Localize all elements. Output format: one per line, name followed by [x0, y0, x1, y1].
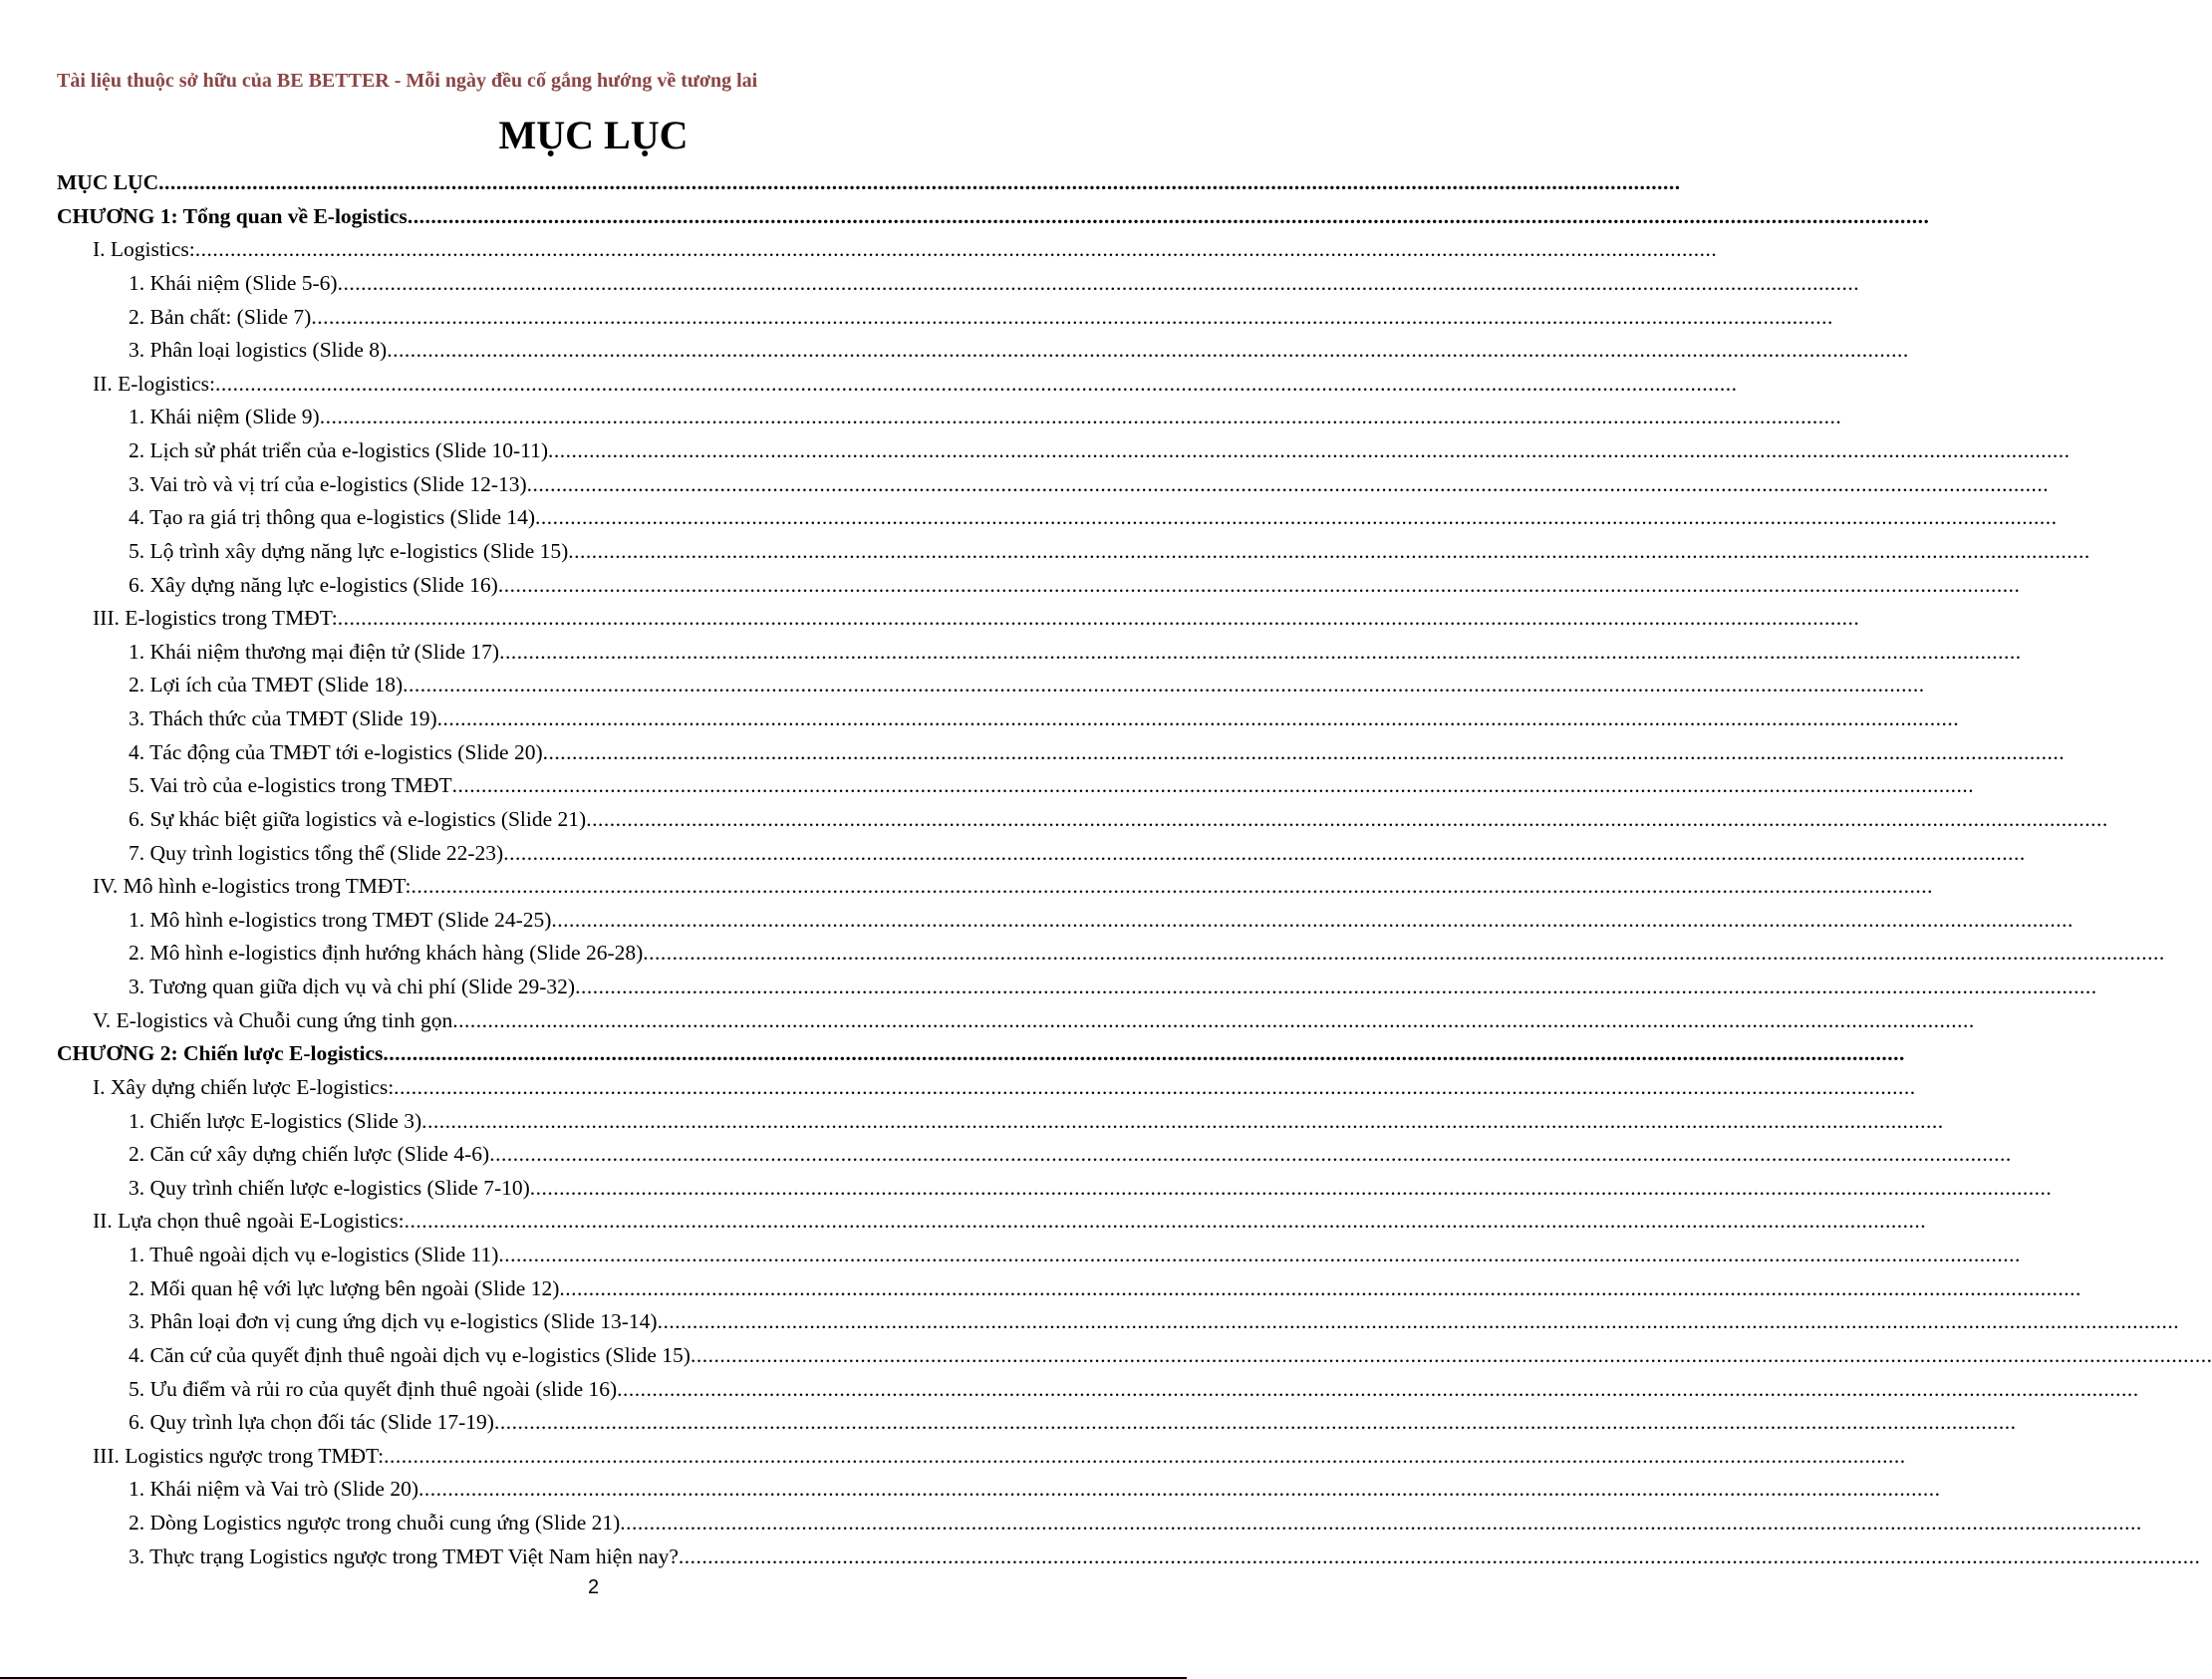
toc-entry-label: 1. Khái niệm (Slide 5-6) — [129, 270, 338, 295]
toc-entry-label: 4. Căn cứ của quyết định thuê ngoài dịch vụ e-logistics (Slide 15) — [129, 1342, 691, 1367]
dot-leader: .................................................................................................................................................................................................................................................................... — [384, 1443, 1906, 1468]
toc-entry-chapter[interactable] — [57, 200, 1930, 234]
toc-entry-item[interactable] — [57, 1406, 2017, 1440]
dot-leader: .................................................................................................................................................................................................................................................................... — [568, 538, 2090, 563]
toc-entry-item[interactable] — [57, 535, 2090, 569]
toc-entry-label: 3. Quy trình chiến lược e-logistics (Slide 7-10) — [129, 1175, 530, 1200]
toc-entry-item[interactable] — [57, 937, 2165, 971]
dot-leader: .................................................................................................................................................................................................................................................................... — [657, 1309, 2180, 1334]
page-title: MỤC LỤC — [498, 113, 689, 157]
toc-entry-label: 2. Lợi ích của TMĐT (Slide 18) — [129, 673, 404, 698]
dot-leader: .................................................................................................................................................................................................................................................................... — [551, 907, 2074, 932]
toc-entry-label: 3. Tương quan giữa dịch vụ và chi phí (Slide 29-32) — [129, 975, 576, 998]
table-of-contents — [57, 166, 2212, 1573]
toc-entry-item[interactable] — [57, 669, 1925, 702]
dot-leader: .................................................................................................................................................................................................................................................................... — [497, 572, 2021, 597]
toc-entry-label: 1. Khái niệm (Slide 9) — [129, 405, 320, 429]
dot-leader: .................................................................................................................................................................................................................................................................... — [383, 1041, 1905, 1066]
toc-entry-label: 3. Phân loại logistics (Slide 8) — [129, 338, 388, 363]
toc-entry-item[interactable] — [57, 1540, 2201, 1574]
dot-leader: .................................................................................................................................................................................................................................................................... — [436, 706, 1960, 730]
toc-entry-chapter[interactable] — [57, 1037, 1905, 1071]
toc-entry-chapter[interactable] — [57, 166, 1681, 200]
dot-leader: .................................................................................................................................................................................................................................................................... — [158, 170, 1681, 194]
dot-leader: .................................................................................................................................................................................................................................................................... — [387, 338, 1909, 363]
dot-leader: .................................................................................................................................................................................................................................................................... — [411, 874, 1933, 899]
toc-entry-label: 4. Tác động của TMĐT tới e-logistics (Slide 20) — [129, 739, 543, 764]
toc-entry-item[interactable] — [57, 904, 2074, 938]
toc-entry-item[interactable] — [57, 569, 2021, 603]
toc-entry-item[interactable] — [57, 1172, 2053, 1206]
toc-entry-item[interactable] — [57, 1339, 2212, 1373]
toc-entry-label: 6. Xây dựng năng lực e-logistics (Slide 16) — [129, 572, 498, 597]
toc-entry-label: 6. Sự khác biệt giữa logistics và e-logistics (Slide 21) — [129, 806, 587, 831]
toc-entry-label: 1. Khái niệm thương mại điện tử (Slide 17) — [129, 639, 500, 664]
dot-leader: .................................................................................................................................................................................................................................................................... — [215, 371, 1738, 396]
toc-entry-label: CHƯƠNG 2: Chiến lược E-logistics — [57, 1041, 384, 1066]
dot-leader: .................................................................................................................................................................................................................................................................... — [194, 237, 1718, 262]
dot-leader: .................................................................................................................................................................................................................................................................... — [548, 438, 2071, 462]
toc-entry-label: III. Logistics ngược trong TMĐT: — [93, 1443, 385, 1468]
toc-entry-label: 1. Khái niệm và Vai trò (Slide 20) — [129, 1477, 418, 1502]
toc-entry-label: 1. Thuê ngoài dịch vụ e-logistics (Slide 11) — [129, 1243, 499, 1266]
toc-entry-item[interactable] — [57, 501, 2058, 535]
toc-entry-section[interactable] — [57, 1004, 1975, 1038]
toc-entry-section[interactable] — [57, 1205, 1927, 1239]
toc-entry-label: 2. Căn cứ xây dựng chiến lược (Slide 4-6) — [129, 1142, 490, 1167]
toc-entry-label: IV. Mô hình e-logistics trong TMĐT: — [93, 874, 412, 899]
toc-entry-item[interactable] — [57, 636, 2022, 670]
toc-entry-item[interactable] — [57, 702, 1960, 736]
dot-leader: .................................................................................................................................................................................................................................................................... — [394, 1074, 1916, 1099]
toc-entry-label: 5. Lộ trình xây dựng năng lực e-logistics (Slide 15) — [129, 538, 569, 563]
toc-entry-label: 2. Mô hình e-logistics định hướng khách hàng (Slide 26-28) — [129, 941, 644, 966]
toc-entry-label: 2. Dòng Logistics ngược trong chuỗi cung ứng (Slide 21) — [129, 1511, 621, 1535]
toc-entry-label: 6. Quy trình lựa chọn đối tác (Slide 17-19) — [129, 1410, 494, 1435]
dot-leader: .................................................................................................................................................................................................................................................................... — [643, 941, 2165, 966]
toc-entry-item[interactable] — [57, 334, 1909, 368]
dot-leader: .................................................................................................................................................................................................................................................................... — [404, 1209, 1927, 1234]
toc-entry-item[interactable] — [57, 971, 2097, 1004]
toc-entry-item[interactable] — [57, 837, 2026, 871]
page-number: 2 — [587, 1576, 600, 1598]
toc-entry-item[interactable] — [57, 1473, 1941, 1507]
toc-entry-label: II. Lựa chọn thuê ngoài E-Logistics: — [93, 1209, 405, 1234]
toc-entry-label: 2. Lịch sử phát triển của e-logistics (Slide 10-11) — [129, 438, 549, 462]
toc-entry-section[interactable] — [57, 602, 1860, 636]
toc-entry-label: V. E-logistics và Chuỗi cung ứng tinh gọn — [93, 1007, 453, 1032]
dot-leader: .................................................................................................................................................................................................................................................................... — [489, 1142, 2012, 1167]
dot-leader: .................................................................................................................................................................................................................................................................... — [421, 1108, 1944, 1133]
dot-leader: .................................................................................................................................................................................................................................................................... — [503, 840, 2026, 865]
dot-leader: .................................................................................................................................................................................................................................................................... — [529, 1175, 2053, 1200]
page-header: Tài liệu thuộc sở hữu của BE BETTER - Mỗi ngày đều cố gắng hướng về tương lai — [57, 70, 758, 92]
dot-leader: .................................................................................................................................................................................................................................................................... — [586, 806, 2108, 831]
toc-entry-section[interactable] — [57, 1440, 1906, 1474]
dot-leader: .................................................................................................................................................................................................................................................................... — [678, 1543, 2201, 1568]
toc-entry-item[interactable] — [57, 1239, 2021, 1272]
toc-entry-item[interactable] — [57, 736, 2066, 770]
toc-entry-item[interactable] — [57, 434, 2071, 468]
toc-entry-item[interactable] — [57, 769, 1975, 803]
dot-leader: .................................................................................................................................................................................................................................................................... — [451, 773, 1975, 798]
dot-leader: .................................................................................................................................................................................................................................................................... — [452, 1007, 1975, 1032]
dot-leader: .................................................................................................................................................................................................................................................................... — [337, 270, 1860, 295]
toc-entry-label: 3. Vai trò và vị trí của e-logistics (Slide 12-13) — [129, 471, 527, 496]
toc-entry-label: 2. Mối quan hệ với lực lượng bên ngoài (Slide 12) — [129, 1275, 560, 1300]
dot-leader: .................................................................................................................................................................................................................................................................... — [559, 1275, 2081, 1300]
toc-entry-label: 3. Thực trạng Logistics ngược trong TMĐT Việt Nam hiện nay? — [129, 1543, 679, 1568]
dot-leader: .................................................................................................................................................................................................................................................................... — [498, 1243, 2021, 1266]
toc-entry-label: 3. Phân loại đơn vị cung ứng dịch vụ e-logistics (Slide 13-14) — [129, 1309, 658, 1334]
dot-leader: .................................................................................................................................................................................................................................................................... — [499, 639, 2022, 664]
toc-entry-label: 5. Ưu điểm và rủi ro của quyết định thuê ngoài (slide 16) — [129, 1376, 618, 1401]
toc-entry-label: II. E-logistics: — [93, 371, 216, 396]
toc-entry-section[interactable] — [57, 233, 1718, 267]
toc-entry-item[interactable] — [57, 1138, 2012, 1172]
toc-entry-label: 1. Mô hình e-logistics trong TMĐT (Slide 24-25) — [129, 907, 552, 932]
dot-leader: .................................................................................................................................................................................................................................................................... — [526, 471, 2050, 496]
toc-entry-label: 1. Chiến lược E-logistics (Slide 3) — [129, 1108, 422, 1133]
toc-entry-item[interactable] — [57, 267, 1860, 301]
toc-entry-label: I. Logistics: — [93, 237, 195, 262]
dot-leader: .................................................................................................................................................................................................................................................................... — [418, 1477, 1941, 1502]
toc-entry-label: CHƯƠNG 1: Tổng quan về E-logistics — [57, 203, 408, 228]
dot-leader: .................................................................................................................................................................................................................................................................... — [311, 304, 1833, 329]
dot-leader: .................................................................................................................................................................................................................................................................... — [403, 673, 1925, 698]
toc-entry-label: MỤC LỤC — [57, 170, 159, 194]
toc-entry-item[interactable] — [57, 1305, 2180, 1339]
toc-entry-label: 4. Tạo ra giá trị thông qua e-logistics (Slide 14) — [129, 505, 536, 530]
toc-entry-label: 5. Vai trò của e-logistics trong TMĐT — [129, 773, 452, 798]
toc-entry-item[interactable] — [57, 1373, 2139, 1407]
toc-entry-item[interactable] — [57, 468, 2050, 502]
toc-entry-item[interactable] — [57, 1507, 2142, 1540]
dot-leader: .................................................................................................................................................................................................................................................................... — [319, 405, 1842, 429]
toc-entry-label: I. Xây dựng chiến lược E-logistics: — [93, 1074, 395, 1099]
dot-leader: .................................................................................................................................................................................................................................................................... — [407, 203, 1930, 228]
toc-entry-item[interactable] — [57, 803, 2108, 837]
toc-entry-label: III. E-logistics trong TMĐT: — [93, 606, 338, 631]
toc-entry-label: 7. Quy trình logistics tổng thể (Slide 22-23) — [129, 840, 504, 865]
dot-leader: .................................................................................................................................................................................................................................................................... — [493, 1410, 2017, 1435]
dot-leader: .................................................................................................................................................................................................................................................................... — [620, 1511, 2142, 1535]
toc-entry-item[interactable] — [57, 1105, 1944, 1139]
dot-leader: .................................................................................................................................................................................................................................................................... — [542, 739, 2066, 764]
toc-entry-item[interactable] — [57, 401, 1842, 434]
toc-entry-label: 3. Thách thức của TMĐT (Slide 19) — [129, 706, 437, 730]
toc-entry-section[interactable] — [57, 870, 1933, 904]
dot-leader: .................................................................................................................................................................................................................................................................... — [690, 1342, 2212, 1367]
toc-entry-label: 2. Bản chất: (Slide 7) — [129, 304, 312, 329]
toc-entry-item[interactable] — [57, 301, 1833, 335]
dot-leader: .................................................................................................................................................................................................................................................................... — [337, 606, 1860, 631]
toc-entry-item[interactable] — [57, 1272, 2081, 1306]
dot-leader: .................................................................................................................................................................................................................................................................... — [575, 975, 2097, 998]
dot-leader: .................................................................................................................................................................................................................................................................... — [617, 1376, 2139, 1401]
toc-entry-section[interactable] — [57, 368, 1738, 402]
toc-entry-section[interactable] — [57, 1071, 1916, 1105]
dot-leader: .................................................................................................................................................................................................................................................................... — [535, 505, 2058, 530]
